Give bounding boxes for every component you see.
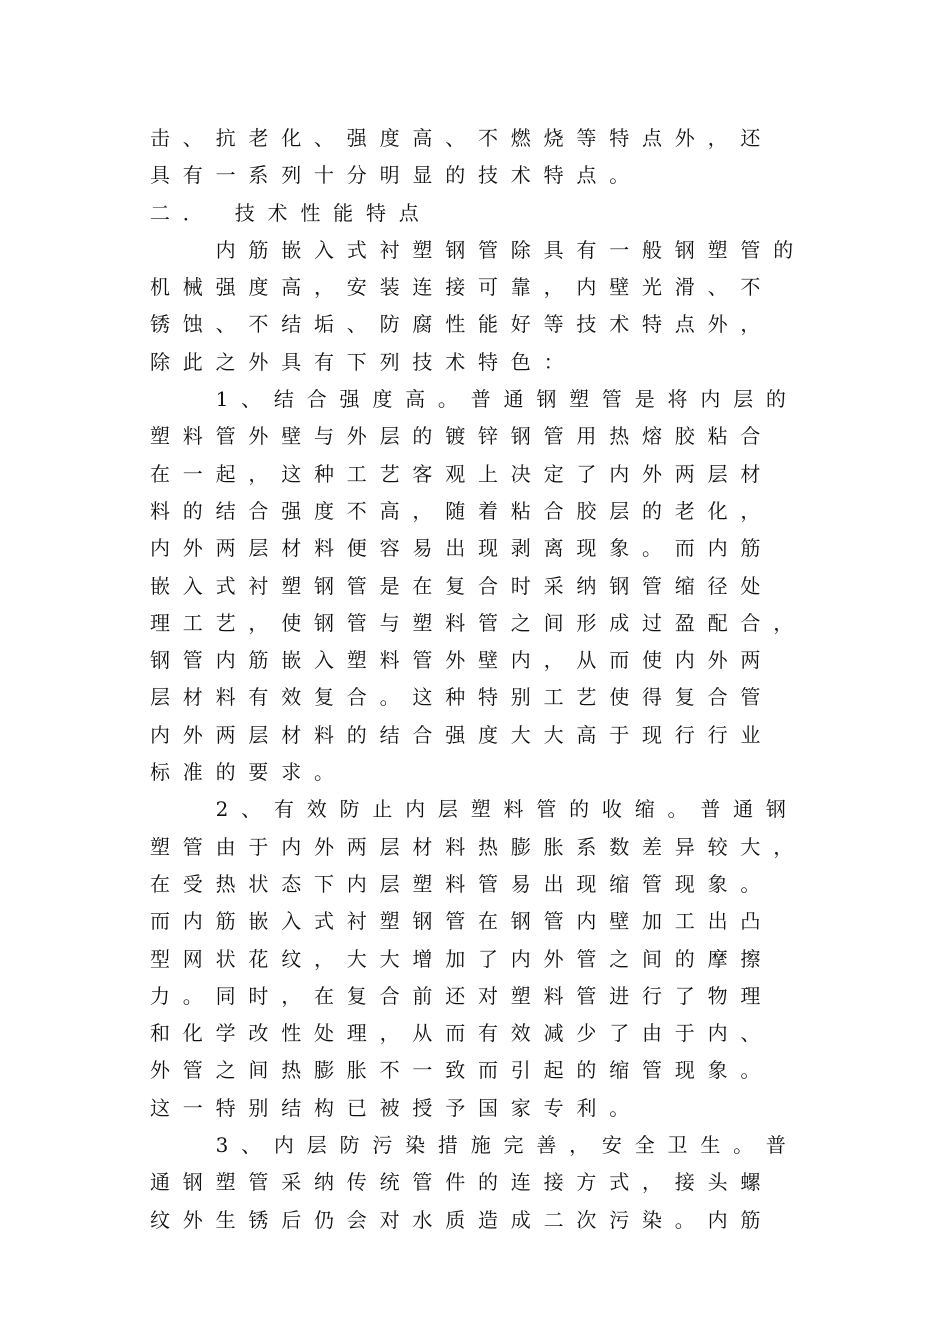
text-line: 力。同时，在复合前还对塑料管进行了物理	[150, 983, 774, 1008]
text-line: 塑管由于内外两层材料热膨胀系数差异较大，	[150, 834, 806, 859]
text-line: 2、有效防止内层塑料管的收缩。普通钢	[150, 797, 799, 822]
text-line: 纹外生锈后仍会对水质造成二次污染。内筋	[150, 1207, 774, 1232]
text-line: 在受热状态下内层塑料管易出现缩管现象。	[150, 871, 774, 896]
text-line: 而内筋嵌入式衬塑钢管在钢管内壁加工出凸	[150, 909, 774, 934]
text-line: 内外两层材料便容易出现剥离现象。而内筋	[150, 536, 774, 561]
text-line: 这一特别结构已被授予国家专利。	[150, 1095, 642, 1120]
section-heading: 二． 技术性能特点	[150, 200, 432, 225]
text-line: 外管之间热膨胀不一致而引起的缩管现象。	[150, 1058, 774, 1083]
text-line: 塑料管外壁与外层的镀锌钢管用热熔胶粘合	[150, 424, 774, 449]
text-line: 层材料有效复合。这种特别工艺使得复合管	[150, 685, 774, 710]
text-line: 钢管内筋嵌入塑料管外壁内，从而使内外两	[150, 648, 774, 673]
text-line: 嵌入式衬塑钢管是在复合时采纳钢管缩径处	[150, 573, 774, 598]
text-line: 机械强度高，安装连接可靠，内壁光滑、不	[150, 275, 774, 300]
text-line: 料的结合强度不高，随着粘合胶层的老化，	[150, 498, 774, 523]
text-line: 在一起，这种工艺客观上决定了内外两层材	[150, 461, 774, 486]
text-line: 3、内层防污染措施完善，安全卫生。普	[150, 1133, 799, 1158]
text-line: 除此之外具有下列技术特色：	[150, 349, 577, 374]
text-line: 通钢塑管采纳传统管件的连接方式，接头螺	[150, 1170, 774, 1195]
text-line: 内筋嵌入式衬塑钢管除具有一般钢塑管的	[150, 237, 806, 262]
text-line: 和化学改性处理，从而有效减少了由于内、	[150, 1021, 774, 1046]
text-line: 内外两层材料的结合强度大大高于现行行业	[150, 722, 774, 747]
text-line: 具有一系列十分明显的技术特点。	[150, 163, 642, 188]
text-line: 标准的要求。	[150, 760, 347, 785]
text-line: 1、结合强度高。普通钢塑管是将内层的	[150, 387, 799, 412]
body-text	[150, 120, 830, 1239]
text-line: 锈蚀、不结垢、防腐性能好等技术特点外，	[150, 312, 774, 337]
text-line: 击、抗老化、强度高、不燃烧等特点外，还	[150, 126, 774, 150]
text-line: 型网状花纹，大大增加了内外管之间的摩擦	[150, 946, 774, 971]
text-line: 理工艺，使钢管与塑料管之间形成过盈配合，	[150, 610, 806, 635]
